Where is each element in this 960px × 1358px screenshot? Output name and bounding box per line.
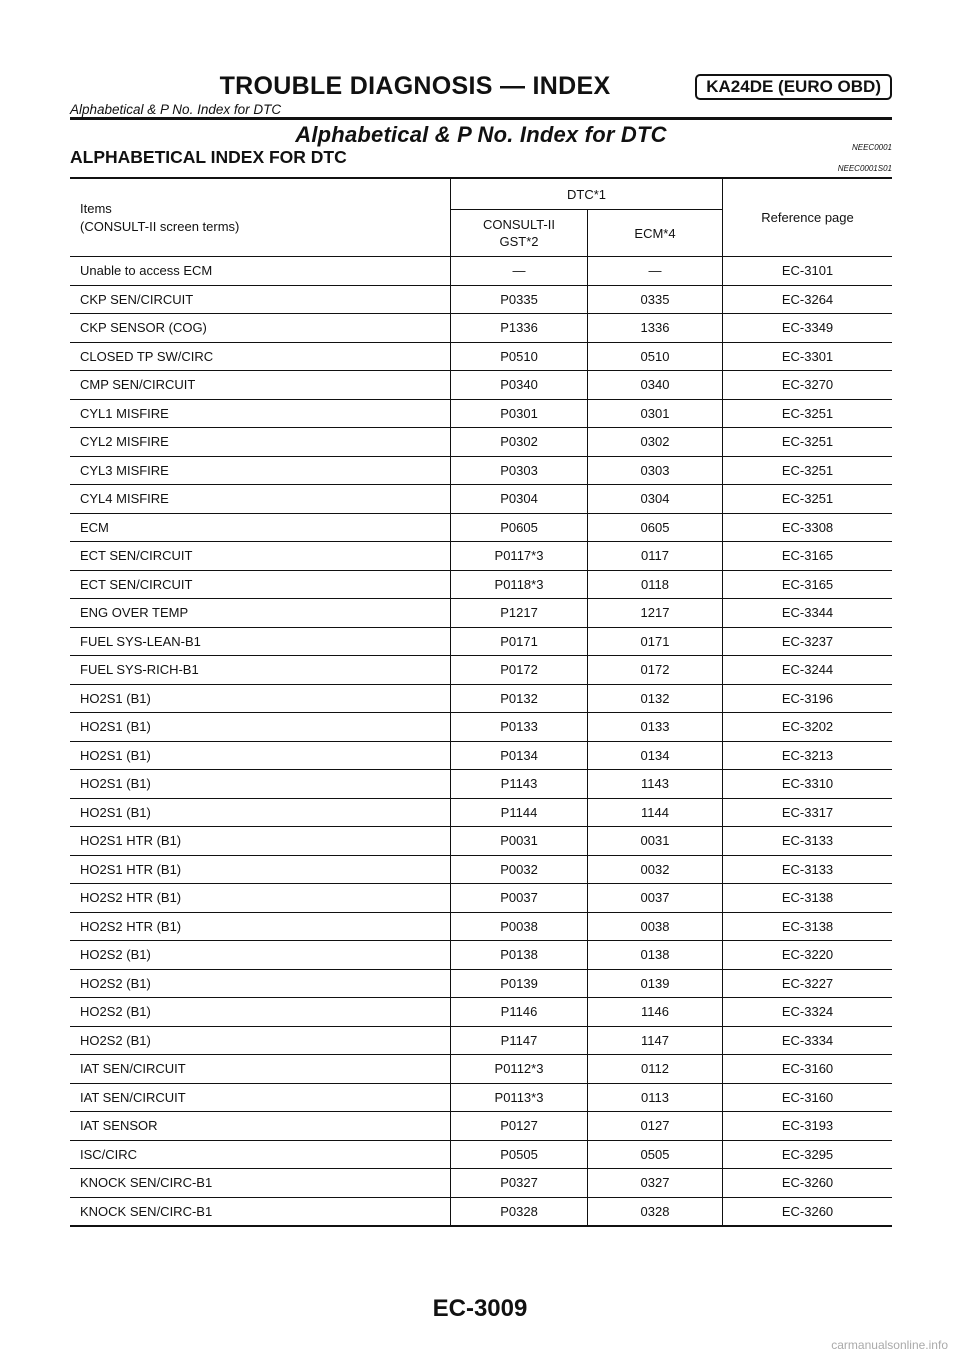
table-row [70, 1083, 892, 1112]
ecm-code-cell: 0037 [588, 884, 723, 913]
ecm-code-cell: 0031 [588, 827, 723, 856]
reference-page-cell: EC-3251 [723, 428, 893, 457]
ecm-code-cell: 0133 [588, 713, 723, 742]
reference-page-cell: EC-3227 [723, 969, 893, 998]
ecm-code-cell: 0327 [588, 1169, 723, 1198]
consult-code-cell: P0032 [451, 855, 588, 884]
reference-page-cell: EC-3133 [723, 827, 893, 856]
reference-page-cell: EC-3308 [723, 513, 893, 542]
reference-page-cell: EC-3202 [723, 713, 893, 742]
item-cell: HO2S1 (B1) [70, 770, 451, 799]
item-cell: Unable to access ECM [70, 257, 451, 286]
header-dtc: DTC*1 [451, 178, 723, 210]
reference-page-cell: EC-3196 [723, 684, 893, 713]
item-cell: CYL3 MISFIRE [70, 456, 451, 485]
engine-badge: KA24DE (EURO OBD) [695, 74, 892, 100]
table-row [70, 1197, 892, 1226]
page-number: EC-3009 [432, 1295, 528, 1322]
consult-code-cell: P0172 [451, 656, 588, 685]
reference-page-cell: EC-3324 [723, 998, 893, 1027]
item-cell: HO2S2 HTR (B1) [70, 912, 451, 941]
consult-code-cell: P0171 [451, 627, 588, 656]
consult-code-cell: — [451, 257, 588, 286]
item-cell: ENG OVER TEMP [70, 599, 451, 628]
header-reference-page: Reference page [723, 178, 893, 257]
ecm-code-cell: 1143 [588, 770, 723, 799]
consult-code-cell: P0134 [451, 741, 588, 770]
header-subtitle: Alphabetical & P No. Index for DTC [70, 102, 282, 117]
consult-code-cell: P0118*3 [451, 570, 588, 599]
reference-page-cell: EC-3165 [723, 542, 893, 571]
table-row [70, 741, 892, 770]
consult-code-cell: P0510 [451, 342, 588, 371]
ecm-code-cell: 0112 [588, 1055, 723, 1084]
ecm-code-cell: 1217 [588, 599, 723, 628]
item-cell: ISC/CIRC [70, 1140, 451, 1169]
ecm-code-cell: 1336 [588, 314, 723, 343]
table-row [70, 456, 892, 485]
table-row [70, 570, 892, 599]
reference-page-cell: EC-3101 [723, 257, 893, 286]
ecm-code-cell: 0139 [588, 969, 723, 998]
ecm-code-cell: 0510 [588, 342, 723, 371]
ecm-code-cell: 0113 [588, 1083, 723, 1112]
ecm-code-cell: 1144 [588, 798, 723, 827]
table-row [70, 827, 892, 856]
table-row [70, 371, 892, 400]
consult-code-cell: P1146 [451, 998, 588, 1027]
consult-code-cell: P0304 [451, 485, 588, 514]
reference-page-cell: EC-3160 [723, 1083, 893, 1112]
consult-code-cell: P0327 [451, 1169, 588, 1198]
item-cell: ECT SEN/CIRCUIT [70, 570, 451, 599]
reference-page-cell: EC-3301 [723, 342, 893, 371]
ecm-code-cell: 0172 [588, 656, 723, 685]
table-row [70, 485, 892, 514]
consult-code-cell: P0132 [451, 684, 588, 713]
section-ref-code: NEEC0001 [851, 143, 892, 152]
item-cell: CKP SEN/CIRCUIT [70, 285, 451, 314]
reference-page-cell: EC-3260 [723, 1169, 893, 1198]
item-cell: CYL2 MISFIRE [70, 428, 451, 457]
consult-code-cell: P0127 [451, 1112, 588, 1141]
item-cell: HO2S2 (B1) [70, 998, 451, 1027]
item-cell: HO2S2 (B1) [70, 1026, 451, 1055]
reference-page-cell: EC-3138 [723, 912, 893, 941]
dtc-index-table [70, 177, 892, 1227]
item-cell: KNOCK SEN/CIRC-B1 [70, 1197, 451, 1226]
consult-code-cell: P1336 [451, 314, 588, 343]
table-row [70, 1026, 892, 1055]
ecm-code-cell: 0505 [588, 1140, 723, 1169]
item-cell: FUEL SYS-RICH-B1 [70, 656, 451, 685]
item-cell: ECT SEN/CIRCUIT [70, 542, 451, 571]
table-header-row [70, 178, 892, 210]
consult-code-cell: P0113*3 [451, 1083, 588, 1112]
reference-page-cell: EC-3310 [723, 770, 893, 799]
reference-page-cell: EC-3295 [723, 1140, 893, 1169]
ecm-code-cell: 0304 [588, 485, 723, 514]
ecm-code-cell: 0032 [588, 855, 723, 884]
header-title: TROUBLE DIAGNOSIS — INDEX [219, 72, 611, 100]
reference-page-cell: EC-3237 [723, 627, 893, 656]
watermark: carmanualsonline.info [831, 1338, 948, 1352]
table-row [70, 542, 892, 571]
table-row [70, 513, 892, 542]
consult-code-cell: P0335 [451, 285, 588, 314]
reference-page-cell: EC-3344 [723, 599, 893, 628]
ecm-code-cell: 0301 [588, 399, 723, 428]
reference-page-cell: EC-3213 [723, 741, 893, 770]
item-cell: IAT SENSOR [70, 1112, 451, 1141]
ecm-code-cell: 1146 [588, 998, 723, 1027]
ecm-code-cell: 0335 [588, 285, 723, 314]
item-cell: HO2S1 (B1) [70, 798, 451, 827]
reference-page-cell: EC-3165 [723, 570, 893, 599]
consult-code-cell: P0138 [451, 941, 588, 970]
item-cell: CYL1 MISFIRE [70, 399, 451, 428]
ecm-code-cell: 0340 [588, 371, 723, 400]
ecm-code-cell: 0132 [588, 684, 723, 713]
consult-code-cell: P0133 [451, 713, 588, 742]
subsection-ref-code: NEEC0001S01 [837, 164, 892, 173]
table-row [70, 1112, 892, 1141]
ecm-code-cell: 0038 [588, 912, 723, 941]
reference-page-cell: EC-3138 [723, 884, 893, 913]
ecm-code-cell: 0118 [588, 570, 723, 599]
ecm-code-cell: 0302 [588, 428, 723, 457]
table-row [70, 884, 892, 913]
consult-code-cell: P0038 [451, 912, 588, 941]
reference-page-cell: EC-3251 [723, 485, 893, 514]
table-row [70, 656, 892, 685]
item-cell: CMP SEN/CIRCUIT [70, 371, 451, 400]
table-row [70, 399, 892, 428]
reference-page-cell: EC-3193 [723, 1112, 893, 1141]
consult-code-cell: P1144 [451, 798, 588, 827]
consult-code-cell: P0031 [451, 827, 588, 856]
item-cell: HO2S1 (B1) [70, 741, 451, 770]
header-ecm: ECM*4 [588, 210, 723, 257]
reference-page-cell: EC-3251 [723, 456, 893, 485]
table-row [70, 798, 892, 827]
consult-code-cell: P0505 [451, 1140, 588, 1169]
consult-code-cell: P0117*3 [451, 542, 588, 571]
table-row [70, 770, 892, 799]
reference-page-cell: EC-3270 [723, 371, 893, 400]
reference-page-cell: EC-3260 [723, 1197, 893, 1226]
ecm-code-cell: — [588, 257, 723, 286]
item-cell: IAT SEN/CIRCUIT [70, 1055, 451, 1084]
table-row [70, 1055, 892, 1084]
table-row [70, 713, 892, 742]
reference-page-cell: EC-3251 [723, 399, 893, 428]
table-row [70, 855, 892, 884]
table-row [70, 314, 892, 343]
consult-code-cell: P0112*3 [451, 1055, 588, 1084]
consult-code-cell: P1217 [451, 599, 588, 628]
table-row [70, 941, 892, 970]
item-cell: IAT SEN/CIRCUIT [70, 1083, 451, 1112]
table-row [70, 627, 892, 656]
table-row [70, 1140, 892, 1169]
table-row [70, 428, 892, 457]
item-cell: HO2S1 (B1) [70, 684, 451, 713]
consult-code-cell: P1143 [451, 770, 588, 799]
consult-code-cell: P0340 [451, 371, 588, 400]
reference-page-cell: EC-3244 [723, 656, 893, 685]
ecm-code-cell: 0117 [588, 542, 723, 571]
item-cell: CLOSED TP SW/CIRC [70, 342, 451, 371]
ecm-code-cell: 0303 [588, 456, 723, 485]
table-row [70, 969, 892, 998]
item-cell: HO2S1 HTR (B1) [70, 827, 451, 856]
table-row [70, 257, 892, 286]
table-body [70, 257, 892, 1227]
ecm-code-cell: 0127 [588, 1112, 723, 1141]
item-cell: HO2S2 (B1) [70, 941, 451, 970]
table-row [70, 1169, 892, 1198]
table-row [70, 912, 892, 941]
ecm-code-cell: 0134 [588, 741, 723, 770]
consult-code-cell: P0037 [451, 884, 588, 913]
item-cell: HO2S1 (B1) [70, 713, 451, 742]
consult-code-cell: P0301 [451, 399, 588, 428]
consult-code-cell: P0605 [451, 513, 588, 542]
item-cell: HO2S1 HTR (B1) [70, 855, 451, 884]
item-cell: HO2S2 HTR (B1) [70, 884, 451, 913]
reference-page-cell: EC-3317 [723, 798, 893, 827]
reference-page-cell: EC-3264 [723, 285, 893, 314]
ecm-code-cell: 0138 [588, 941, 723, 970]
consult-code-cell: P1147 [451, 1026, 588, 1055]
item-cell: FUEL SYS-LEAN-B1 [70, 627, 451, 656]
ecm-code-cell: 1147 [588, 1026, 723, 1055]
item-cell: HO2S2 (B1) [70, 969, 451, 998]
consult-code-cell: P0328 [451, 1197, 588, 1226]
section-title: Alphabetical & P No. Index for DTC [295, 122, 667, 147]
ecm-code-cell: 0171 [588, 627, 723, 656]
header-consult-gst: CONSULT-II GST*2 [451, 210, 588, 257]
reference-page-cell: EC-3349 [723, 314, 893, 343]
item-cell: CKP SENSOR (COG) [70, 314, 451, 343]
ecm-code-cell: 0328 [588, 1197, 723, 1226]
subsection-title: ALPHABETICAL INDEX FOR DTC [70, 147, 347, 167]
table-row [70, 998, 892, 1027]
reference-page-cell: EC-3133 [723, 855, 893, 884]
table-row [70, 342, 892, 371]
ecm-code-cell: 0605 [588, 513, 723, 542]
table-row [70, 285, 892, 314]
consult-code-cell: P0139 [451, 969, 588, 998]
header-items: Items (CONSULT-II screen terms) [70, 178, 451, 257]
item-cell: KNOCK SEN/CIRC-B1 [70, 1169, 451, 1198]
table-row [70, 684, 892, 713]
reference-page-cell: EC-3334 [723, 1026, 893, 1055]
header-rule [70, 117, 892, 120]
reference-page-cell: EC-3160 [723, 1055, 893, 1084]
reference-page-cell: EC-3220 [723, 941, 893, 970]
item-cell: CYL4 MISFIRE [70, 485, 451, 514]
consult-code-cell: P0302 [451, 428, 588, 457]
item-cell: ECM [70, 513, 451, 542]
table-row [70, 599, 892, 628]
consult-code-cell: P0303 [451, 456, 588, 485]
